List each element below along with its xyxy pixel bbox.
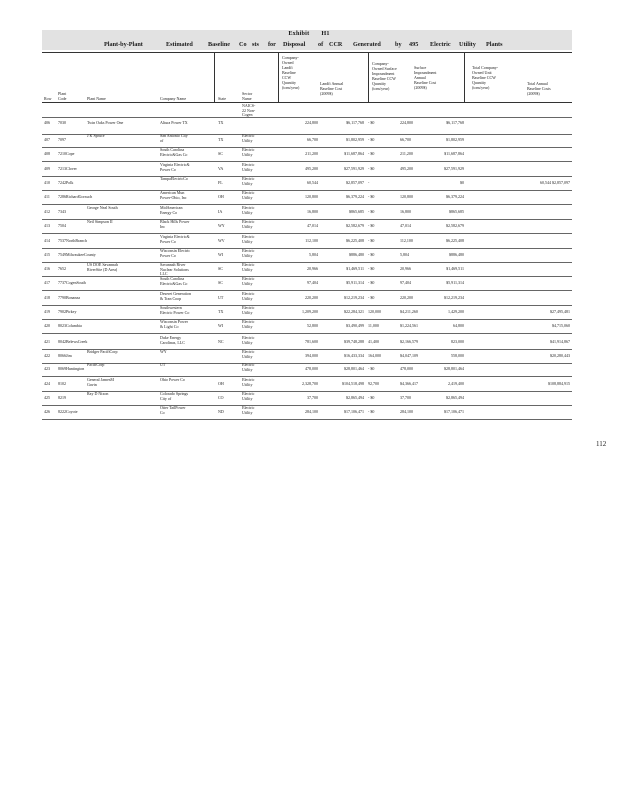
cell-c1: $886,480 bbox=[349, 252, 364, 257]
cell-q2: 41,400 bbox=[368, 339, 379, 344]
cell-c1: $6,379,224 bbox=[346, 194, 364, 199]
table-row bbox=[42, 220, 572, 233]
cell-q1: 2,328,700 bbox=[302, 381, 318, 386]
header-plant-code: Plant Code bbox=[58, 91, 67, 101]
cell-sector: Electric Utility bbox=[242, 133, 255, 143]
cell-state: TX bbox=[218, 309, 224, 314]
cell-q3: $1,802,959 bbox=[446, 137, 464, 142]
cell-c1: $39,748,288 bbox=[344, 339, 364, 344]
table-row bbox=[42, 206, 572, 219]
cell-row: 419 bbox=[44, 309, 50, 314]
cell-company: South Carolina Electric&Gas Co bbox=[160, 147, 188, 157]
cell-q3: $2,865,494 bbox=[446, 395, 464, 400]
table-row bbox=[42, 392, 572, 405]
table-row bbox=[42, 104, 572, 117]
cell-state: IA bbox=[218, 209, 223, 214]
cell-sector: Electric Utility bbox=[242, 162, 255, 172]
cell-q2: - bbox=[368, 180, 370, 185]
cell-state: WY bbox=[218, 223, 225, 228]
cell-q1: 20,966 bbox=[307, 266, 318, 271]
cell-q2: - $0 bbox=[368, 151, 375, 156]
cell-q1: 781,600 bbox=[305, 339, 318, 344]
cell-row: 414 bbox=[44, 238, 50, 243]
title-word: Baseline bbox=[208, 41, 231, 48]
exhibit-id: H1 bbox=[321, 30, 330, 37]
cell-sector: Electric Utility bbox=[242, 305, 255, 315]
cell-code: 7504 bbox=[58, 223, 66, 228]
header-landfill-quantity: Company- Owned Landfi Baseline CCW Quantity (tons/year) bbox=[282, 55, 300, 90]
row-divider bbox=[42, 376, 572, 377]
cell-c3: $41,914,867 bbox=[550, 339, 570, 344]
cell-row: 420 bbox=[44, 323, 50, 328]
title-word: for bbox=[268, 41, 276, 48]
cell-c1: $12,219,234 bbox=[344, 295, 364, 300]
cell-code: 7652 bbox=[58, 266, 66, 271]
cell-company: Black Hills Power Inc bbox=[160, 219, 190, 229]
row-divider bbox=[42, 161, 572, 162]
cell-code: 7537NorthBranch bbox=[58, 238, 87, 243]
cell-code: 7343 bbox=[58, 209, 66, 214]
cell-q1: 220,200 bbox=[305, 295, 318, 300]
cell-company: Virginia Electric& Power Co bbox=[160, 234, 190, 244]
header-company-name: Company Name bbox=[160, 96, 187, 101]
cell-q3: $1,469,511 bbox=[446, 266, 464, 271]
cell-state: WV bbox=[218, 238, 225, 243]
table-row bbox=[42, 336, 572, 349]
cell-state: NC bbox=[218, 339, 224, 344]
cell-row: 425 bbox=[44, 395, 50, 400]
cell-c2: 20,966 bbox=[400, 266, 411, 271]
cell-c1: $5,911,314 bbox=[346, 280, 364, 285]
cell-c2: $4,211,260 bbox=[400, 309, 418, 314]
cell-q1: 112,100 bbox=[305, 238, 318, 243]
cell-q1: 16,800 bbox=[307, 209, 318, 214]
cell-row: 423 bbox=[44, 366, 50, 371]
cell-c1: $16,433,334 bbox=[344, 353, 364, 358]
row-divider bbox=[42, 333, 572, 334]
cell-row: 424 bbox=[44, 381, 50, 386]
cell-q1: 394,000 bbox=[305, 353, 318, 358]
cell-q1: 47,014 bbox=[307, 223, 318, 228]
page-number: 112 bbox=[596, 440, 607, 448]
header-si-quantity: Company- Owned Surface Impoundment Baseline CCW Quantity (tons/year) bbox=[372, 61, 397, 91]
cell-q1: 60,544 bbox=[307, 180, 318, 185]
cell-c2: 495,200 bbox=[400, 166, 413, 171]
cell-code: 7549MilwaukeeCounty bbox=[58, 252, 96, 257]
cell-sector: Electric Utility bbox=[242, 362, 255, 372]
cell-c2: $2,166,579 bbox=[400, 339, 418, 344]
cell-c1: $11,687,864 bbox=[344, 151, 364, 156]
cell-q3: $0 bbox=[460, 180, 464, 185]
cell-state: ND bbox=[218, 409, 224, 414]
cell-q2: 120,000 bbox=[368, 309, 381, 314]
header-landfill-cost: Landfi Annual Baseline Cost (2009$) bbox=[320, 81, 344, 96]
cell-c2: 211,200 bbox=[400, 151, 413, 156]
title-word: Plant-by-Plant bbox=[104, 41, 143, 48]
cell-state: TX bbox=[218, 137, 224, 142]
cell-c2: $4,047,109 bbox=[400, 353, 418, 358]
cell-code: 8066Jim bbox=[58, 353, 72, 358]
cell-row: 409 bbox=[44, 166, 50, 171]
cell-plant: General JamesM Gavin bbox=[87, 377, 114, 387]
cell-row: 417 bbox=[44, 280, 50, 285]
cell-q1: 284,100 bbox=[305, 409, 318, 414]
cell-q3: $2,582,679 bbox=[446, 223, 464, 228]
cell-c2: $4,366,417 bbox=[400, 381, 418, 386]
exhibit-word: Exhibit bbox=[288, 30, 310, 37]
title-word: 495 bbox=[409, 41, 419, 48]
title-word: Electric bbox=[430, 41, 451, 48]
cell-state: SC bbox=[218, 280, 223, 285]
cell-q2: 92,700 bbox=[368, 381, 379, 386]
cell-c3: $108,884,915 bbox=[548, 381, 570, 386]
cell-c2: 120,800 bbox=[400, 194, 413, 199]
cell-c1: $27,591,929 bbox=[344, 166, 364, 171]
cell-q2: 164,000 bbox=[368, 353, 381, 358]
header-divider bbox=[42, 102, 572, 103]
table-row bbox=[42, 378, 572, 391]
title-word: Utility bbox=[459, 41, 476, 48]
cell-c1: $3,490,499 bbox=[346, 323, 364, 328]
cell-sector: Electric Utility bbox=[242, 234, 255, 244]
cell-q2: - $0 bbox=[368, 120, 375, 125]
cell-code: 8069Huntington bbox=[58, 366, 85, 371]
cell-code: 7737CogenSouth bbox=[58, 280, 86, 285]
cell-row: 410 bbox=[44, 180, 50, 185]
cell-q2: - $0 bbox=[368, 223, 375, 228]
cell-c2: 478,000 bbox=[400, 366, 413, 371]
cell-q3: $27,591,929 bbox=[444, 166, 464, 171]
cell-code: 8042BelewsCreek bbox=[58, 339, 88, 344]
title-word: Plants bbox=[486, 41, 503, 48]
cell-q3: $6,379,224 bbox=[446, 194, 464, 199]
cell-q2: - $0 bbox=[368, 209, 375, 214]
cell-q2: - $0 bbox=[368, 137, 375, 142]
cell-code: 7097 bbox=[58, 137, 66, 142]
cell-company: Wisconsin Power & Light Co bbox=[160, 319, 188, 329]
cell-q3: $17,106,471 bbox=[444, 409, 464, 414]
cell-row: 426 bbox=[44, 409, 50, 414]
header-row: Row bbox=[44, 96, 52, 101]
cell-code: 7030 bbox=[58, 120, 66, 125]
cell-sector: Electric Utility bbox=[242, 176, 255, 186]
cell-c1: $2,582,679 bbox=[346, 223, 364, 228]
cell-code: 8102 bbox=[58, 381, 66, 386]
cell-q2: - $0 bbox=[368, 366, 375, 371]
title-word: Disposal bbox=[283, 41, 306, 48]
table-row bbox=[42, 306, 572, 319]
cell-c1: $22,284,321 bbox=[344, 309, 364, 314]
cell-company: South Carolina Electric&Gas Co bbox=[160, 276, 188, 286]
cell-c3: $20,280,443 bbox=[550, 353, 570, 358]
cell-code: 7286RichardGorsuch bbox=[58, 194, 93, 199]
cell-q3: $6,225,408 bbox=[446, 238, 464, 243]
cell-company: Savannah River Nuclear Solutions LLC bbox=[160, 262, 189, 277]
cell-plant: J K Spruce bbox=[87, 133, 105, 138]
table-row bbox=[42, 350, 572, 363]
cell-code: 7790Bonanza bbox=[58, 295, 80, 300]
cell-sector: Electric Utility bbox=[242, 291, 255, 301]
cell-row: 406 bbox=[44, 120, 50, 125]
header-plant-name: Plant Name bbox=[87, 96, 106, 101]
header-si-cost: Surface Impoundment Annual Baseline Cost (2009$) bbox=[414, 65, 437, 90]
cell-q1: 1,209,200 bbox=[302, 309, 318, 314]
table-row bbox=[42, 177, 572, 190]
table-row bbox=[42, 263, 572, 276]
cell-c2: 37,700 bbox=[400, 395, 411, 400]
table-row bbox=[42, 249, 572, 262]
table-row bbox=[42, 134, 572, 147]
cell-q2: - $0 bbox=[368, 395, 375, 400]
cell-sector: Electric Utility bbox=[242, 319, 255, 329]
cell-state: SC bbox=[218, 266, 223, 271]
cell-c1: $2,865,494 bbox=[346, 395, 364, 400]
cell-c2: 284,100 bbox=[400, 409, 413, 414]
cell-q3: $12,219,234 bbox=[444, 295, 464, 300]
cell-plant: US DOE Savannah RiverSite (D Area) bbox=[87, 262, 118, 272]
cell-code: 7210Cope bbox=[58, 151, 75, 156]
cell-q2: - $0 bbox=[368, 238, 375, 243]
column-header-row bbox=[42, 52, 572, 103]
cell-q3: 2,419,400 bbox=[448, 381, 464, 386]
row-divider bbox=[42, 233, 572, 234]
exhibit-title bbox=[0, 30, 618, 37]
cell-row: 413 bbox=[44, 223, 50, 228]
cell-c1: $1,802,959 bbox=[346, 137, 364, 142]
cell-c1: $865,685 bbox=[349, 209, 364, 214]
table-row bbox=[42, 406, 572, 419]
cell-company: Deseret Generation & Tran Coop bbox=[160, 291, 191, 301]
cell-q3: $886,480 bbox=[449, 252, 464, 257]
cell-code: 8023Columbia bbox=[58, 323, 82, 328]
cell-company: UT bbox=[160, 362, 166, 367]
cell-c2: 97,404 bbox=[400, 280, 411, 285]
cell-c2: 16,800 bbox=[400, 209, 411, 214]
cell-sector: Electric Utility bbox=[242, 262, 255, 272]
cell-q3: 558,000 bbox=[451, 353, 464, 358]
title-word: CCR bbox=[329, 41, 343, 48]
cell-plant: Bridger PacifiCorp bbox=[87, 349, 118, 354]
cell-c2: 5,804 bbox=[400, 252, 409, 257]
table-row bbox=[42, 148, 572, 161]
cell-row: 407 bbox=[44, 137, 50, 142]
header-total-cost: Total Annual Baseline Costs (2009$) bbox=[527, 81, 551, 96]
table-row bbox=[42, 121, 572, 134]
cell-sector: Electric Utility bbox=[242, 377, 255, 387]
cell-q2: - $0 bbox=[368, 166, 375, 171]
cell-state: SC bbox=[218, 151, 223, 156]
cell-sector: Electric Utility bbox=[242, 276, 255, 286]
cell-q1: 224,800 bbox=[305, 120, 318, 125]
cell-q2: - $0 bbox=[368, 252, 375, 257]
cell-sector: Electric Utility bbox=[242, 391, 255, 401]
cell-code: 8222Coyote bbox=[58, 409, 78, 414]
cell-q3: 64,800 bbox=[453, 323, 464, 328]
cell-q3: $11,687,864 bbox=[444, 151, 464, 156]
cell-c1: $6,117,768 bbox=[346, 120, 364, 125]
cell-q2: - $0 bbox=[368, 194, 375, 199]
cell-c2: $1,224,561 bbox=[400, 323, 418, 328]
cell-q3: $6,117,768 bbox=[446, 120, 464, 125]
cell-company: San Antonio City of bbox=[160, 133, 188, 143]
cell-row: 415 bbox=[44, 252, 50, 257]
cell-q2: - $0 bbox=[368, 266, 375, 271]
cell-code: 7213Clover bbox=[58, 166, 77, 171]
header-total-quantity: Total Company- Owned Unit Baseline CCW Quantity (tons/year) bbox=[472, 65, 499, 90]
cell-row: 418 bbox=[44, 295, 50, 300]
cell-state: WI bbox=[218, 252, 224, 257]
cell-code: 8219 bbox=[58, 395, 66, 400]
cell-q1: 97,404 bbox=[307, 280, 318, 285]
cell-company: Altura Power TX bbox=[160, 120, 188, 125]
cell-q3: $5,911,314 bbox=[446, 280, 464, 285]
cell-sector: Electric Utility bbox=[242, 349, 255, 359]
cell-state: OH bbox=[218, 194, 224, 199]
cell-c1: $2,857,097 bbox=[346, 180, 364, 185]
row-divider bbox=[42, 204, 572, 205]
cell-company: Ohio Power Co bbox=[160, 377, 185, 382]
cell-sector: Electric Utility bbox=[242, 248, 255, 258]
row-divider bbox=[42, 117, 572, 118]
cell-sector: Electric Utility bbox=[242, 335, 255, 345]
table-row bbox=[42, 363, 572, 376]
cell-q3: 823,000 bbox=[451, 339, 464, 344]
cell-row: 422 bbox=[44, 353, 50, 358]
row-divider bbox=[42, 290, 572, 291]
cell-q1: 37,700 bbox=[307, 395, 318, 400]
cell-company: Virginia Electric& Power Co bbox=[160, 162, 190, 172]
cell-plant: Neil Simpson II bbox=[87, 219, 113, 224]
cell-q3: $28,801,464 bbox=[444, 366, 464, 371]
cell-company: Southwestern Electric Power Co bbox=[160, 305, 190, 315]
header-state: State bbox=[218, 96, 226, 101]
cell-state: UT bbox=[218, 295, 224, 300]
cell-c3: 60,544 $2,857,097 bbox=[540, 180, 570, 185]
title-word: sts bbox=[252, 41, 259, 48]
cell-company: Wisconsin Electric Power Co bbox=[160, 248, 191, 258]
cell-c1: $17,106,471 bbox=[344, 409, 364, 414]
cell-sector: Electric Utility bbox=[242, 405, 255, 415]
cell-sector: Electric Utility bbox=[242, 219, 255, 229]
cell-company: TampaElectricCo bbox=[160, 176, 188, 181]
title-word: of bbox=[318, 41, 324, 48]
cell-q1: 5,804 bbox=[309, 252, 318, 257]
cell-c2: 220,200 bbox=[400, 295, 413, 300]
table-row bbox=[42, 320, 572, 333]
cell-state: TX bbox=[218, 120, 224, 125]
cell-row: 411 bbox=[44, 194, 50, 199]
cell-row: 408 bbox=[44, 151, 50, 156]
cell-row: 416 bbox=[44, 266, 50, 271]
header-sector: Sector Name bbox=[242, 91, 253, 101]
cell-company: Colorado Springs City of bbox=[160, 391, 189, 401]
cell-q1: 120,800 bbox=[305, 194, 318, 199]
cell-c3: $4,715,060 bbox=[552, 323, 570, 328]
table-row bbox=[42, 292, 572, 305]
cell-q1: 211,200 bbox=[305, 151, 318, 156]
cell-c1: $104,518,498 bbox=[342, 381, 364, 386]
cell-state: VA bbox=[218, 166, 224, 171]
cell-c2: 112,100 bbox=[400, 238, 413, 243]
table-row bbox=[42, 163, 572, 176]
cell-plant: Twin Oaks Power One bbox=[87, 120, 124, 125]
title-word: Generated bbox=[353, 41, 381, 48]
cell-plant: George Neal South bbox=[87, 205, 118, 210]
cell-company: Otter TailPower Co bbox=[160, 405, 186, 415]
cell-c1: $28,801,464 bbox=[344, 366, 364, 371]
cell-q2: - $0 bbox=[368, 295, 375, 300]
cell-sector: Electric Utility bbox=[242, 190, 255, 200]
cell-c3: $27,495,481 bbox=[550, 309, 570, 314]
cell-plant: PacifiCorp bbox=[87, 362, 105, 367]
row-divider bbox=[42, 419, 572, 420]
table-row bbox=[42, 235, 572, 248]
cell-c2: 66,700 bbox=[400, 137, 411, 142]
cell-q3: 1,429,200 bbox=[448, 309, 464, 314]
cell-company: WY bbox=[160, 349, 167, 354]
cell-state: CO bbox=[218, 395, 224, 400]
cell-state: OH bbox=[218, 381, 224, 386]
cell-code: 7242Polk bbox=[58, 180, 74, 185]
title-word: Co bbox=[239, 41, 247, 48]
cell-c2: 47,014 bbox=[400, 223, 411, 228]
cell-row: 421 bbox=[44, 339, 50, 344]
cell-q2: 11,000 bbox=[368, 323, 379, 328]
cell-state: WI bbox=[218, 323, 224, 328]
cell-c1: $6,225,408 bbox=[346, 238, 364, 243]
cell-row: 412 bbox=[44, 209, 50, 214]
table-row bbox=[42, 191, 572, 204]
cell-q1: 478,000 bbox=[305, 366, 318, 371]
cell-q2: - $0 bbox=[368, 280, 375, 285]
cell-q2: - $0 bbox=[368, 409, 375, 414]
cell-state: FL bbox=[218, 180, 223, 185]
title-word: Estimated bbox=[166, 41, 193, 48]
cell-sector: Electric Utility bbox=[242, 205, 255, 215]
cell-sector: Electric Utility bbox=[242, 147, 255, 157]
cell-sector: NAICS- 22 Non- Cogen bbox=[242, 103, 256, 118]
cell-company: American Mun Power-Ohio, Inc bbox=[160, 190, 187, 200]
cell-q1: 52,800 bbox=[307, 323, 318, 328]
cell-company: MidAmerican Energy Co bbox=[160, 205, 183, 215]
title-word: by bbox=[395, 41, 402, 48]
cell-code: 7902Pirkey bbox=[58, 309, 77, 314]
cell-q1: 495,200 bbox=[305, 166, 318, 171]
cell-c1: $1,469,511 bbox=[346, 266, 364, 271]
cell-c2: 224,800 bbox=[400, 120, 413, 125]
table-row bbox=[42, 277, 572, 290]
cell-plant: Ray D Nixon bbox=[87, 391, 109, 396]
cell-q1: 66,700 bbox=[307, 137, 318, 142]
cell-company: Duke Energy Carolinas, LLC bbox=[160, 335, 185, 345]
cell-q3: $865,685 bbox=[449, 209, 464, 214]
